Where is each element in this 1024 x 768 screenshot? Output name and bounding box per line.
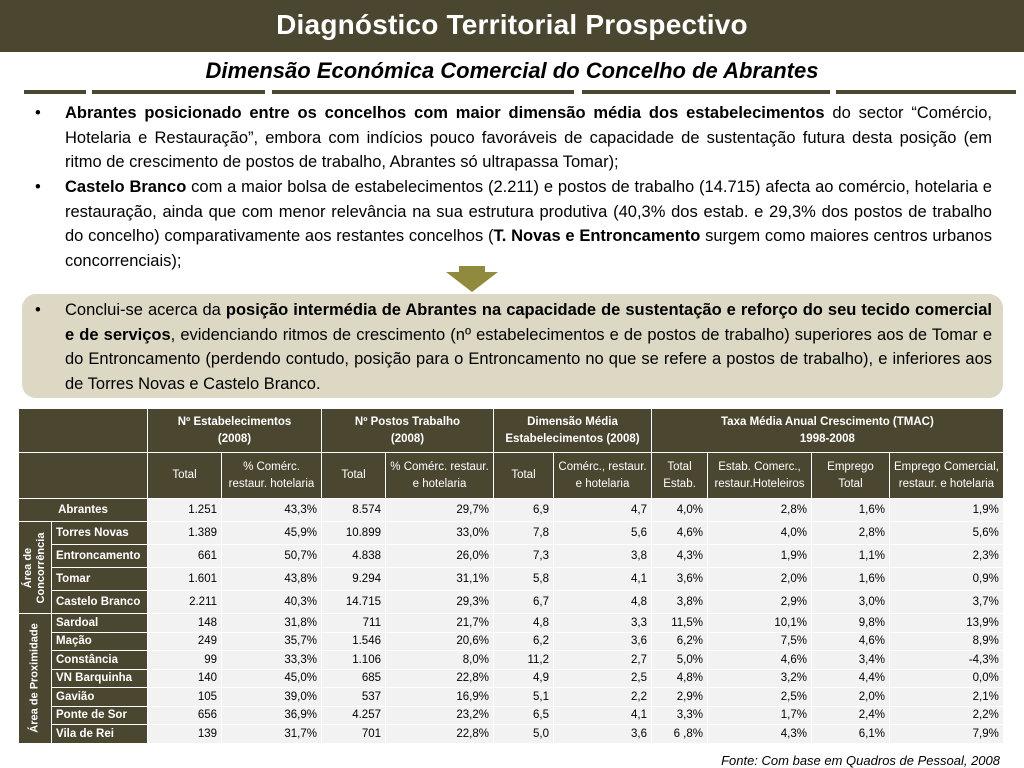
table-cell: 21,7% [386,614,494,633]
sub-header-line: restaur. hotelaria [228,477,315,490]
table-cell: 2,8% [708,499,812,522]
table-cell: 10,1% [708,614,812,633]
sub-header-cell [386,453,494,499]
header-line: Nº Postos Trabalho [354,415,461,428]
table-cell: 701 [322,725,386,744]
table-cell: 249 [148,632,222,651]
table-cell: 3,3 [554,614,652,633]
sub-header-cell [812,453,890,499]
table-cell: 22,8% [386,725,494,744]
row-label: Castelo Branco [52,591,148,614]
table-cell: 5,6 [554,522,652,545]
table-cell: 5,0 [494,725,554,744]
table-cell: 2,0% [708,568,812,591]
table-cell: 29,7% [386,499,494,522]
table-cell: 3,4% [812,651,890,670]
table-cell: 1.601 [148,568,222,591]
table-cell: 4,4% [812,669,890,688]
table-cell: 2,1% [890,688,1004,707]
table-row [19,591,1004,614]
page-subtitle: Dimensão Económica Comercial do Concelho de Abrantes [205,58,819,83]
table-cell: 4,1 [554,568,652,591]
table-cell: 139 [148,725,222,744]
table-cell: 1.389 [148,522,222,545]
table-cell: 39,0% [222,688,322,707]
table-cell: 2,2% [890,706,1004,725]
bullet-bold-text: posição intermédia de Abrantes na capacidade de sustentação e reforço do seu tecido comercial e de serviços [65,301,993,344]
row-label: Entroncamento [52,545,148,568]
bullet-marker: • [35,104,41,122]
table-cell: 45,9% [222,522,322,545]
table-cell: 7,9% [890,725,1004,744]
table-cell: 35,7% [222,632,322,651]
row-label: Torres Novas [52,522,148,545]
table-cell: 5,1 [494,688,554,707]
header-line: 1998-2008 [799,432,855,445]
table-cell: 2,2 [554,688,652,707]
table-cell: 36,9% [222,706,322,725]
table-cell: 6,2 [494,632,554,651]
table-cell: 50,7% [222,545,322,568]
table-cell: 656 [148,706,222,725]
group-label-text: Área de Proximidade [28,623,41,733]
table-cell: 20,6% [386,632,494,651]
table-cell: 6,1% [812,725,890,744]
sub-header-cell [494,453,554,499]
header-line: (2008) [390,432,425,445]
table-cell: 4,6% [708,651,812,670]
table-cell: 4,6% [652,522,708,545]
table-cell: 4,3% [652,545,708,568]
header-dimensao-media [494,409,652,453]
row-label: VN Barquinha [52,669,148,688]
table-cell: 1.106 [322,651,386,670]
table-row [19,651,1004,670]
divider-line [836,90,1016,94]
table-cell: 11,2 [494,651,554,670]
table-cell: 1,9% [890,499,1004,522]
table-cell: 2,7 [554,651,652,670]
bullet-text: com a maior bolsa de estabelecimentos (2.211) e postos de trabalho (14.715) afecta ao comércio, hotelaria e restauração, ainda que com menor relevância na sua estrutura produtiva (40,3% dos estab. e 29,3% dos postos de trabalho do concelho) comparativamente aos restantes concelhos ( [65,178,992,245]
sub-header-cell [708,453,812,499]
table-cell: 11,5% [652,614,708,633]
table-row [19,568,1004,591]
table-cell: 2,9% [652,688,708,707]
group-label-text [22,532,48,603]
sub-header-line: % Comérc. restaur. [390,460,489,473]
bullet-text: do sector “Comércio, Hotelaria e Restauração”, embora com indícios pouco favoráveis de capacidade de sustentação futura desta posição (em ritmo de crescimento de postos de trabalho, Abrantes só ultrapassa Tomar); [65,104,993,171]
group-label-line: Área de [22,547,34,588]
table-cell: 23,2% [386,706,494,725]
table-cell: 9.294 [322,568,386,591]
table-cell: 33,0% [386,522,494,545]
bullet-marker: • [35,301,41,319]
table-row [19,725,1004,744]
sub-header-line: restaur. e hotelaria [898,477,995,490]
table-row [19,522,1004,545]
table-cell: 4,6% [812,632,890,651]
table-cell: 8.574 [322,499,386,522]
header-line: Estabelecimentos (2008) [505,432,640,445]
table-cell: 1,7% [708,706,812,725]
table-cell: 4.257 [322,706,386,725]
table-cell: 1.251 [148,499,222,522]
table-cell: 0,0% [890,669,1004,688]
data-table [18,408,1004,744]
table-cell: 4,0% [652,499,708,522]
table-cell: 16,9% [386,688,494,707]
row-label: Ponte de Sor [52,706,148,725]
table-cell: 140 [148,669,222,688]
table-cell: 2,5 [554,669,652,688]
table-cell: 6 ,8% [652,725,708,744]
table-cell: 105 [148,688,222,707]
table-cell: 148 [148,614,222,633]
table-row [19,688,1004,707]
table-cell: 4,8 [494,614,554,633]
sub-header-line: Estab. Comerc., [718,460,801,473]
sub-header-cell [652,453,708,499]
table-row [19,669,1004,688]
table-cell: 4,8% [652,669,708,688]
table-cell: 1.546 [322,632,386,651]
table-row [19,632,1004,651]
table-cell: 4,1 [554,706,652,725]
sub-header-cell [890,453,1004,499]
bullet-conclusion [35,298,993,396]
table-cell: 10.899 [322,522,386,545]
table-cell: 2.211 [148,591,222,614]
bullet-text: , evidenciando ritmos de crescimento (nº estabelecimentos e de postos de trabalho) superiores aos de Tomar e do Entroncamento (perdendo contudo, posição para o Entroncamento no que se refere a postos de trabalho), e inferiores aos de Torres Novas e Castelo Branco. [65,325,992,393]
table-row [19,499,1004,522]
table-cell: 6,2% [652,632,708,651]
sub-header-line: Total [172,469,197,481]
table-row [19,545,1004,568]
header-tmac [652,409,1004,453]
table-cell: 8,9% [890,632,1004,651]
table-row [19,614,1004,633]
header-line: (2008) [217,432,252,445]
header-estabelecimentos [148,409,322,453]
table-cell: 2,9% [708,591,812,614]
table-cell: 43,8% [222,568,322,591]
source-note: Fonte: Com base em Quadros de Pessoal, 2008 [721,753,1000,768]
table-cell: 685 [322,669,386,688]
table-cell: 3,6 [554,725,652,744]
group-label-concorrencia [19,522,52,614]
header-line: Nº Estabelecimentos [177,415,292,428]
row-label: Abrantes [19,499,148,522]
table-cell: 5,6% [890,522,1004,545]
divider-line [24,90,86,94]
down-arrow-icon [446,272,498,292]
table-cell: 0,9% [890,568,1004,591]
table-cell: 1,1% [812,545,890,568]
table-cell: 2,3% [890,545,1004,568]
table-cell: 99 [148,651,222,670]
table-cell: 31,1% [386,568,494,591]
sub-header-line: % Comérc. [243,460,300,473]
table-cell: 8,0% [386,651,494,670]
table-cell: 29,3% [386,591,494,614]
row-label: Mação [52,632,148,651]
table-cell: 3,3% [652,706,708,725]
bullet-marker: • [35,178,41,196]
divider-line [582,90,830,94]
table-cell: 45,0% [222,669,322,688]
sub-header-line: Comérc., restaur. [558,460,647,473]
table-cell: 1,6% [812,499,890,522]
bullet-castelo-branco [35,175,992,273]
bullet-text: surgem como maiores centros urbanos concorrenciais); [65,227,992,270]
table-cell: 43,3% [222,499,322,522]
table-corner [19,409,148,453]
table-cell: 4.838 [322,545,386,568]
table-cell: 13,9% [890,614,1004,633]
sub-header-line: Estab. [663,477,696,490]
table-cell: 26,0% [386,545,494,568]
bullet-abrantes [35,101,993,175]
sub-header-cell [148,453,222,499]
table-cell: 711 [322,614,386,633]
sub-header-cell [554,453,652,499]
group-label-line: Concorrência [35,532,47,603]
table-cell: 4,3% [708,725,812,744]
sub-header-cell [222,453,322,499]
divider-line [272,90,574,94]
table-cell: 2,4% [812,706,890,725]
table-cell: 2,8% [812,522,890,545]
table-cell: 7,5% [708,632,812,651]
table-cell: 3,2% [708,669,812,688]
sub-header-line: e hotelaria [412,477,467,490]
bullet-text: Conclui-se acerca da [65,301,226,319]
row-label: Gavião [52,688,148,707]
header-postos-trabalho [322,409,494,453]
table-cell: 3,0% [812,591,890,614]
table-cell: 40,3% [222,591,322,614]
sub-header-line: Emprego Comercial, [894,460,999,473]
header-line: Taxa Média Anual Crescimento (TMAC) [721,415,934,428]
sub-header-line: restaur.Hoteleiros [714,477,805,490]
row-label: Sardoal [52,614,148,633]
table-cell: 22,8% [386,669,494,688]
table-cell: 4,8 [554,591,652,614]
table-cell: 661 [148,545,222,568]
table-cell: 31,8% [222,614,322,633]
sub-header-line: e hotelaria [575,477,630,490]
table-cell: 537 [322,688,386,707]
bullet-bold-text: Castelo Branco [65,178,187,196]
header-bar [0,0,1024,52]
table-cell: 4,9 [494,669,554,688]
table-cell: 1,9% [708,545,812,568]
row-label: Constância [52,651,148,670]
divider-line [92,90,265,94]
table-cell: 7,8 [494,522,554,545]
table-cell: 1,6% [812,568,890,591]
sub-header-cell [322,453,386,499]
sub-header-line: Total [838,477,863,490]
table-cell: 33,3% [222,651,322,670]
table-cell: 2,5% [708,688,812,707]
table-cell: 4,7 [554,499,652,522]
bullet-bold-text: T. Novas e Entroncamento [493,227,701,245]
table-cell: 5,0% [652,651,708,670]
row-label: Tomar [52,568,148,591]
page-title: Diagnóstico Territorial Prospectivo [276,9,748,40]
sub-header-line: Total [667,460,692,473]
table-cell: 2,0% [812,688,890,707]
group-label-proximidade [19,614,52,744]
table-cell: 6,9 [494,499,554,522]
table-cell: 6,5 [494,706,554,725]
table-cell: 3,8% [652,591,708,614]
sub-header-line: Emprego [827,460,874,473]
table-cell: 3,8 [554,545,652,568]
table-cell: 3,6% [652,568,708,591]
row-label: Vila de Rei [52,725,148,744]
table-cell: 3,7% [890,591,1004,614]
table-cell: 4,0% [708,522,812,545]
table-row [19,706,1004,725]
table-cell: 14.715 [322,591,386,614]
table-cell: -4,3% [890,651,1004,670]
table-cell: 7,3 [494,545,554,568]
header-line: Dimensão Média [527,415,618,428]
table-cell: 9,8% [812,614,890,633]
bullet-bold-text: Abrantes posicionado entre os concelhos com maior dimensão média dos estabelecimentos [65,104,825,122]
sub-header-line: Total [511,469,536,481]
table-corner [19,453,148,499]
table-cell: 31,7% [222,725,322,744]
sub-header-line: Total [341,469,366,481]
table-cell: 5,8 [494,568,554,591]
table-cell: 6,7 [494,591,554,614]
table-cell: 3,6 [554,632,652,651]
